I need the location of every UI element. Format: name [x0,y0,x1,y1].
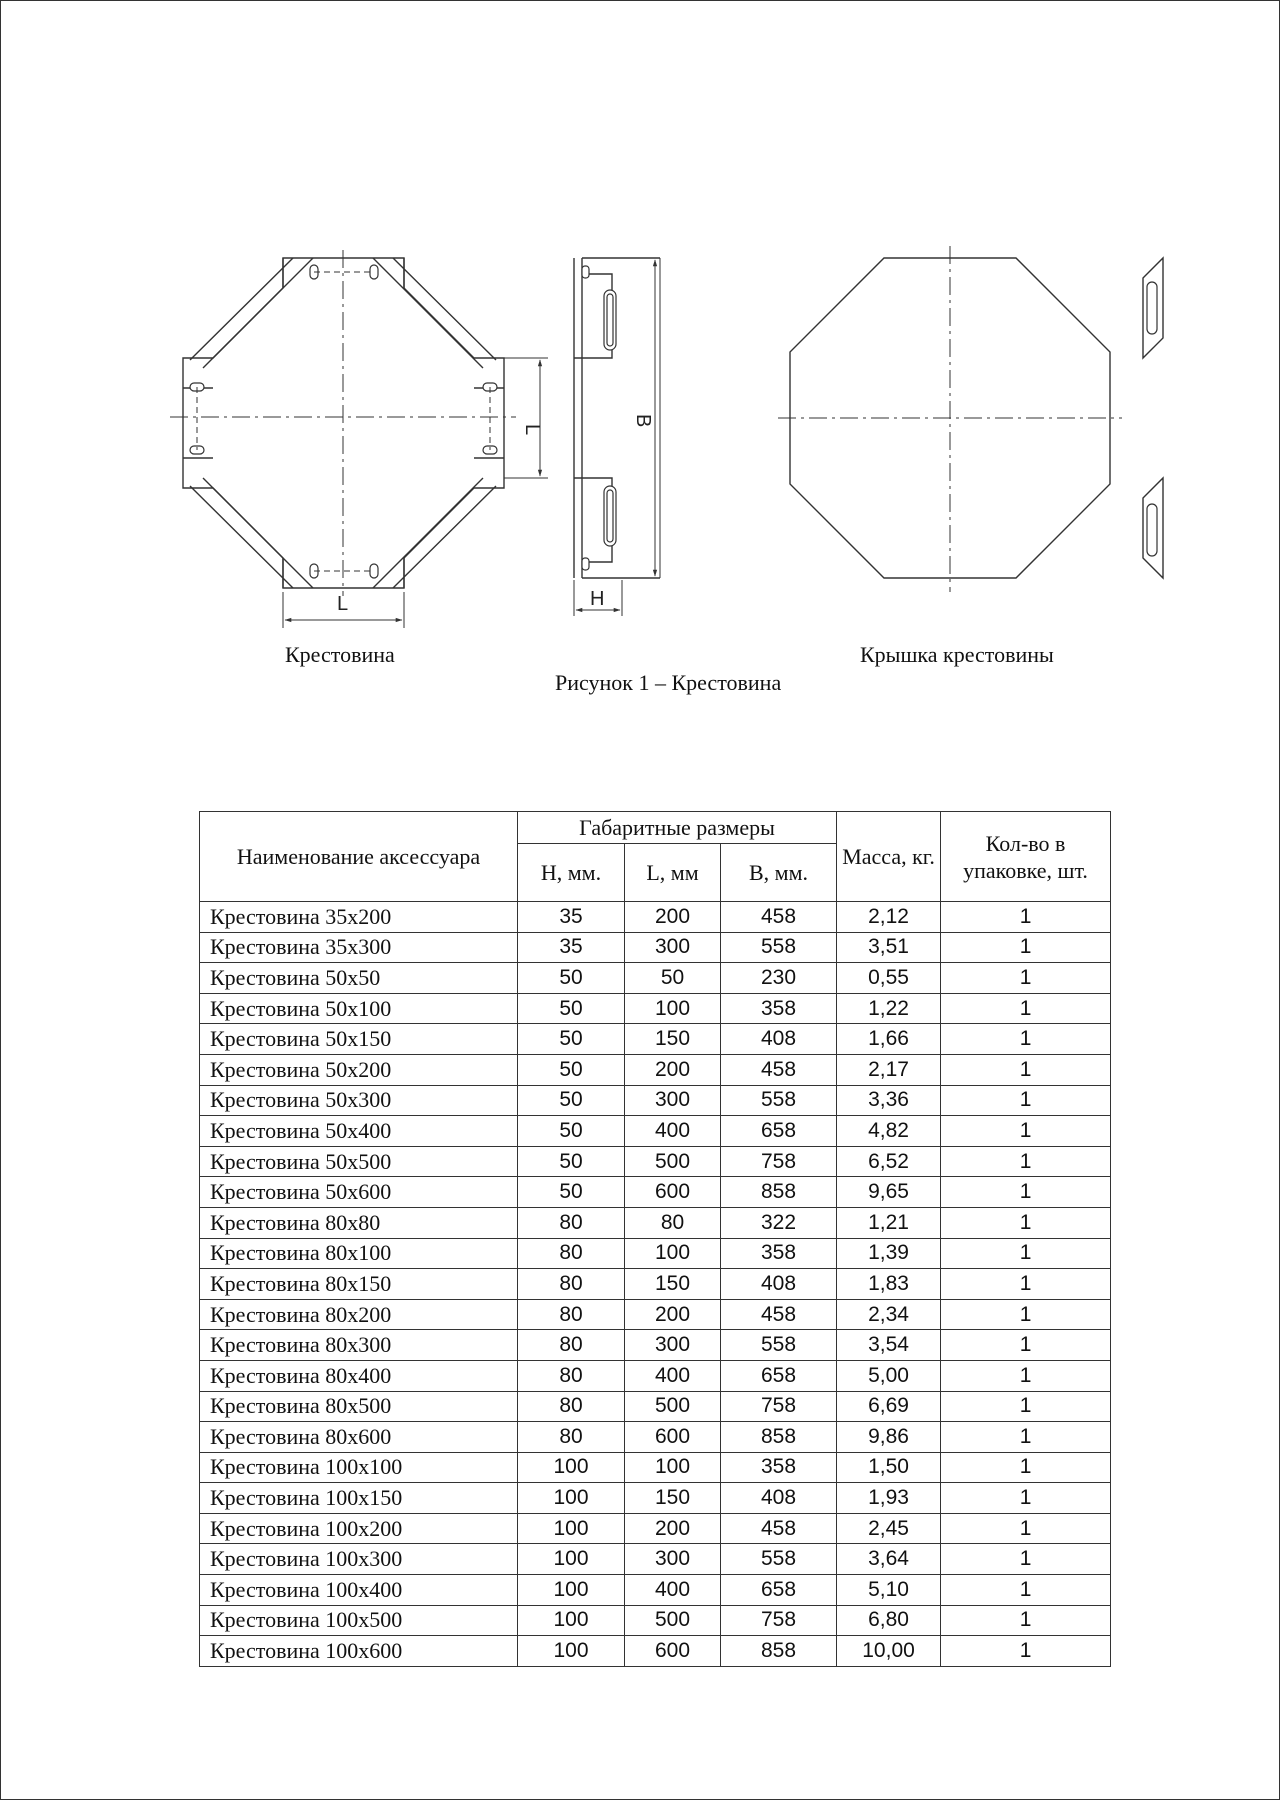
table-row [200,1483,1111,1514]
cell-b: 558 [721,1330,837,1361]
cell-mass: 9,65 [837,1177,941,1208]
cell-b: 758 [721,1391,837,1422]
cell-qty: 1 [941,1207,1111,1238]
dim-label-l-bottom: L [337,593,349,615]
cell-l: 300 [625,1544,721,1575]
cell-b: 408 [721,1269,837,1300]
col-header-name: Наименование аксессуара [200,812,518,902]
col-header-h: Н, мм. [518,844,625,902]
table-row [200,1452,1111,1483]
cell-name: Крестовина 80х80 [200,1207,518,1238]
col-header-dims: Габаритные размеры [518,812,837,844]
cell-h: 100 [518,1544,625,1575]
cell-name: Крестовина 100х500 [200,1605,518,1636]
cell-qty: 1 [941,1575,1111,1606]
table-row [200,1024,1111,1055]
cell-name: Крестовина 80х600 [200,1422,518,1453]
cell-l: 200 [625,902,721,933]
cell-l: 600 [625,1636,721,1667]
cell-name: Крестовина 50х500 [200,1146,518,1177]
cell-mass: 6,80 [837,1605,941,1636]
cell-h: 80 [518,1422,625,1453]
table-row [200,1391,1111,1422]
cell-qty: 1 [941,993,1111,1024]
table-row [200,1238,1111,1269]
cell-mass: 1,83 [837,1269,941,1300]
cell-mass: 3,54 [837,1330,941,1361]
cell-qty: 1 [941,1085,1111,1116]
cell-b: 758 [721,1605,837,1636]
cover-caption: Крышка крестовины [860,642,1054,667]
cell-qty: 1 [941,1360,1111,1391]
cell-name: Крестовина 35х200 [200,902,518,933]
cross-caption: Крестовина [285,642,395,667]
cell-name: Крестовина 100х400 [200,1575,518,1606]
cell-h: 80 [518,1269,625,1300]
table-row [200,1605,1111,1636]
cell-l: 400 [625,1116,721,1147]
table-row [200,1422,1111,1453]
cell-mass: 1,22 [837,993,941,1024]
cell-b: 458 [721,1299,837,1330]
cell-l: 150 [625,1483,721,1514]
cell-h: 50 [518,1054,625,1085]
cell-qty: 1 [941,1146,1111,1177]
cell-mass: 3,64 [837,1544,941,1575]
cell-b: 322 [721,1207,837,1238]
cell-l: 150 [625,1024,721,1055]
table-row [200,1207,1111,1238]
col-header-mass: Масса, кг. [837,812,941,902]
table-row [200,1544,1111,1575]
cell-b: 408 [721,1483,837,1514]
cell-l: 200 [625,1513,721,1544]
cell-b: 858 [721,1422,837,1453]
cell-b: 558 [721,1544,837,1575]
cell-l: 100 [625,993,721,1024]
table-row [200,1116,1111,1147]
table-row [200,1146,1111,1177]
cell-qty: 1 [941,1391,1111,1422]
cell-h: 80 [518,1360,625,1391]
cell-b: 408 [721,1024,837,1055]
figure-title: Рисунок 1 – Крестовина [555,670,782,695]
cross-piece-side-view [574,258,660,616]
cross-piece-drawing [170,250,548,628]
cell-l: 600 [625,1177,721,1208]
cell-h: 100 [518,1452,625,1483]
cell-qty: 1 [941,902,1111,933]
table-body [200,902,1111,1667]
cell-name: Крестовина 50х50 [200,963,518,994]
cell-mass: 6,69 [837,1391,941,1422]
cell-name: Крестовина 100х300 [200,1544,518,1575]
cell-mass: 2,17 [837,1054,941,1085]
cell-l: 80 [625,1207,721,1238]
cell-l: 100 [625,1238,721,1269]
cell-qty: 1 [941,1452,1111,1483]
cell-qty: 1 [941,932,1111,963]
cell-b: 358 [721,1452,837,1483]
cell-name: Крестовина 50х600 [200,1177,518,1208]
cell-name: Крестовина 50х200 [200,1054,518,1085]
cell-l: 500 [625,1391,721,1422]
cell-h: 80 [518,1207,625,1238]
table-row [200,932,1111,963]
cell-qty: 1 [941,1544,1111,1575]
cell-h: 80 [518,1299,625,1330]
cell-name: Крестовина 80х200 [200,1299,518,1330]
cell-b: 858 [721,1636,837,1667]
cell-mass: 0,55 [837,963,941,994]
cell-b: 458 [721,1513,837,1544]
cell-h: 100 [518,1636,625,1667]
cell-h: 100 [518,1575,625,1606]
cell-h: 80 [518,1391,625,1422]
cell-qty: 1 [941,1513,1111,1544]
cell-mass: 1,50 [837,1452,941,1483]
cell-qty: 1 [941,1605,1111,1636]
cell-name: Крестовина 80х300 [200,1330,518,1361]
cell-h: 100 [518,1483,625,1514]
cover-side-view [1143,258,1163,578]
cell-name: Крестовина 80х500 [200,1391,518,1422]
cell-l: 300 [625,1330,721,1361]
cover-drawing [778,246,1122,592]
cell-b: 230 [721,963,837,994]
cell-mass: 5,10 [837,1575,941,1606]
cell-name: Крестовина 100х150 [200,1483,518,1514]
spec-table [199,811,1111,1667]
cell-name: Крестовина 100х100 [200,1452,518,1483]
cell-mass: 1,39 [837,1238,941,1269]
cell-l: 200 [625,1054,721,1085]
cell-b: 558 [721,1085,837,1116]
cell-l: 200 [625,1299,721,1330]
table-row [200,1360,1111,1391]
figure-drawings [0,0,1280,720]
cell-qty: 1 [941,963,1111,994]
cell-mass: 1,66 [837,1024,941,1055]
cell-b: 458 [721,1054,837,1085]
cell-l: 500 [625,1605,721,1636]
cell-h: 50 [518,1177,625,1208]
cell-qty: 1 [941,1054,1111,1085]
table-row [200,902,1111,933]
table-row [200,993,1111,1024]
cell-mass: 2,45 [837,1513,941,1544]
cell-h: 80 [518,1330,625,1361]
cell-l: 150 [625,1269,721,1300]
cell-h: 35 [518,902,625,933]
cell-h: 100 [518,1605,625,1636]
cell-qty: 1 [941,1299,1111,1330]
cell-qty: 1 [941,1330,1111,1361]
table-row [200,1299,1111,1330]
col-header-l: L, мм [625,844,721,902]
cell-h: 50 [518,1085,625,1116]
cell-name: Крестовина 50х150 [200,1024,518,1055]
table-row [200,1636,1111,1667]
cell-l: 400 [625,1575,721,1606]
dim-label-b: B [632,414,654,428]
dim-label-l-side: L [521,424,543,436]
table-row [200,1054,1111,1085]
cell-name: Крестовина 80х400 [200,1360,518,1391]
cell-b: 658 [721,1360,837,1391]
cell-l: 50 [625,963,721,994]
cell-qty: 1 [941,1024,1111,1055]
cell-b: 358 [721,993,837,1024]
cell-mass: 6,52 [837,1146,941,1177]
cell-mass: 3,36 [837,1085,941,1116]
cell-h: 50 [518,1024,625,1055]
table-row [200,1575,1111,1606]
cell-l: 300 [625,1085,721,1116]
col-header-b: В, мм. [721,844,837,902]
cell-name: Крестовина 50х300 [200,1085,518,1116]
cell-b: 458 [721,902,837,933]
cell-mass: 2,34 [837,1299,941,1330]
cell-h: 50 [518,1116,625,1147]
cell-b: 358 [721,1238,837,1269]
cell-name: Крестовина 50х100 [200,993,518,1024]
cell-mass: 10,00 [837,1636,941,1667]
cell-name: Крестовина 50х400 [200,1116,518,1147]
table-row [200,963,1111,994]
cell-name: Крестовина 80х150 [200,1269,518,1300]
cell-name: Крестовина 100х600 [200,1636,518,1667]
cell-name: Крестовина 80х100 [200,1238,518,1269]
cell-b: 758 [721,1146,837,1177]
cell-b: 658 [721,1116,837,1147]
cell-h: 50 [518,993,625,1024]
cell-mass: 9,86 [837,1422,941,1453]
cell-l: 600 [625,1422,721,1453]
cell-l: 100 [625,1452,721,1483]
cell-h: 50 [518,1146,625,1177]
cell-qty: 1 [941,1483,1111,1514]
cell-qty: 1 [941,1116,1111,1147]
cell-h: 50 [518,963,625,994]
cell-name: Крестовина 35х300 [200,932,518,963]
table-row [200,1330,1111,1361]
cell-b: 558 [721,932,837,963]
cell-mass: 4,82 [837,1116,941,1147]
cell-mass: 3,51 [837,932,941,963]
dim-label-h: H [590,588,605,610]
cell-mass: 1,21 [837,1207,941,1238]
cell-mass: 1,93 [837,1483,941,1514]
cell-h: 80 [518,1238,625,1269]
cell-name: Крестовина 100х200 [200,1513,518,1544]
cell-h: 100 [518,1513,625,1544]
cell-qty: 1 [941,1177,1111,1208]
table-row [200,1085,1111,1116]
cell-mass: 2,12 [837,902,941,933]
cell-qty: 1 [941,1269,1111,1300]
cell-qty: 1 [941,1422,1111,1453]
table-row [200,1177,1111,1208]
cell-l: 300 [625,932,721,963]
table-row [200,1269,1111,1300]
cell-qty: 1 [941,1636,1111,1667]
col-header-qty: Кол-во в упаковке, шт. [941,812,1111,902]
cell-h: 35 [518,932,625,963]
table-row [200,1513,1111,1544]
cell-b: 658 [721,1575,837,1606]
cell-qty: 1 [941,1238,1111,1269]
cell-l: 500 [625,1146,721,1177]
cell-mass: 5,00 [837,1360,941,1391]
cell-b: 858 [721,1177,837,1208]
cell-l: 400 [625,1360,721,1391]
